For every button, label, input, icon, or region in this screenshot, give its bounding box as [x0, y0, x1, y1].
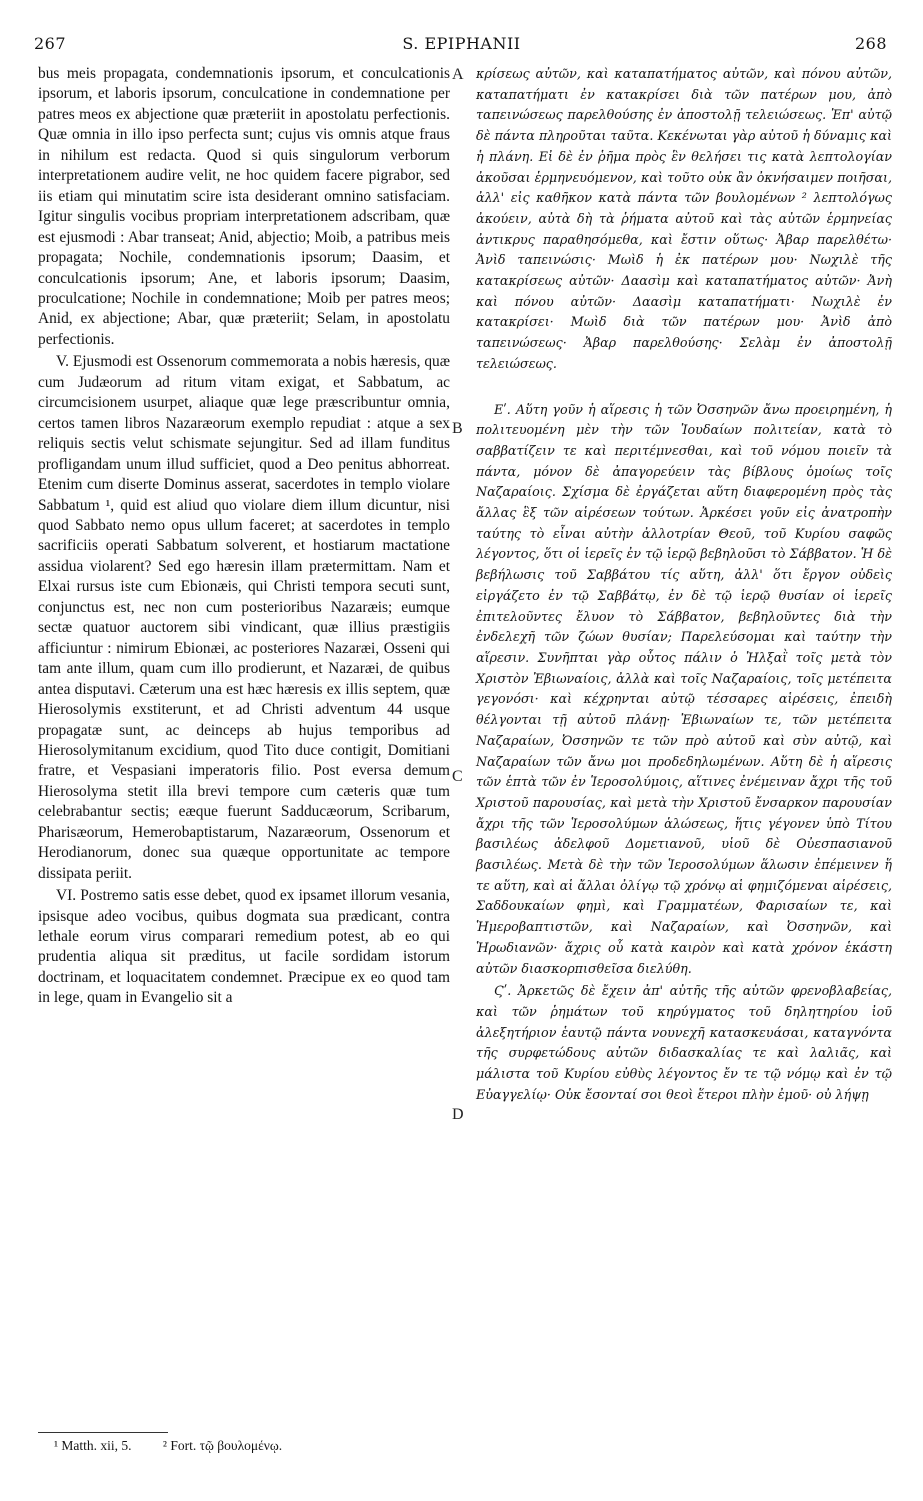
margin-marker-a: A [452, 66, 464, 83]
greek-column [476, 64, 892, 1105]
latin-paragraph-3: VI. Postremo satis esse debet, quod ex ipsamet illorum vesania, ipsisque adeo vocibus, quibus dogmata sua prædicant, contra lethale eorum virus comparari remedium potest, ab eo qui prudentia aliqua sit præditus, ut facile sordidam istorum doctrinam, et loquacitatem condemnet. Præcipue ex eo quod tam in lege, quam in Evangelio sit a [38, 887, 450, 1007]
greek-paragraph-1: κρίσεως αὐτῶν, καὶ καταπατήματος αὐτῶν, καὶ πόνου αὐτῶν, καταπατήματι ἐν κατακρίσει διὰ τῶν πατέρων μου, ἀπὸ ταπεινώσεως παρελθούσης ἐν ἀποστολῇ τελειώσεως. Ἐπ' αὐτῷ δὲ πάντα πληροῦται ταῦτα. Κεκένωται γὰρ αὐτοῦ ἡ δύναμις καὶ ἡ πλάνη. Εἰ δὲ ἐν ῥῆμα πρὸς ἓν θελήσει τις κατὰ λεπτολογίαν ἀκοῦσαι ἑρμηνευόμενον, καὶ τοῦτο οὐκ ἂν ὀκνήσαιμεν ποιῆσαι, ἀλλ' εἰς καθῆκον κατὰ πάντα τῶν βουλομένων ² λεπτολόγως ἀκούειν, αὐτὰ δὴ τὰ ῥήματα αὐτοῦ καὶ τὰς αὐτῶν ἑρμηνείας ἀντικρυς παραθησόμεθα, καὶ ἔστιν οὕτως· Ἀβαρ παρελθέτω· Ἀνὶδ ταπεινώσις· Μωὶδ ἡ ἐκ πατέρων μου· Νωχιλὲ τῆς κατακρίσεως αὐτῶν· Δαασὶμ καὶ καταπατήματος αὐτῶν· Ἀνὴ καὶ πόνου αὐτῶν· Δαασὶμ καταπατήματι· Νωχιλὲ ἐν κατακρίσει· Μωὶδ διὰ τῶν πατέρων μου· Ἀνὶδ ἀπὸ ταπεινώσεως· Ἀβαρ παρελθούσης· Σελὰμ ἐν ἀποστολῇ τελειώσεως. [476, 66, 892, 371]
page-number-left: 267 [34, 34, 67, 53]
margin-marker-b: B [452, 420, 463, 437]
greek-paragraph-3: Ϛʹ. Ἀρκετῶς δὲ ἔχειν ἀπ' αὐτῆς τῆς αὐτῶν φρενοβλαβείας, καὶ τῶν ῥημάτων τοῦ κηρύγματος τοῦ δηλητηρίου ἰοῦ ἀλεξητήριον ἑαυτῷ πάντα νουνεχῆ κατασκευάσαι, καταγνόντα τῆς συρφετώδους αὐτῶν διδασκαλίας τε καὶ λαλιᾶς, καὶ μάλιστα τοῦ Κυρίου εὐθὺς λέγοντος ἔν τε τῷ νόμῳ καὶ ἐν τῷ Εὐαγγελίῳ· Οὐκ ἔσονταί σοι θεοὶ ἕτεροι πλὴν ἐμοῦ· οὐ λήψῃ [476, 983, 892, 1102]
footnote-1: ¹ Matth. xii, 5. [54, 1438, 132, 1453]
page-header [32, 34, 891, 58]
margin-marker-d: D [452, 1106, 464, 1123]
latin-paragraph-2: V. Ejusmodi est Ossenorum commemorata a nobis hæresis, quæ cum Judæorum ad ritum vitam exigat, et Sabbatum, ac circumcisionem usurpet, aliaque quæ lege præscribuntur omnia, certos tamen libros Nazaræorum exemplo repudiat : atque a sex reliquis sectis velut schismate sejungitur. Sed ad illam funditus profligandam unum illud sufficiet, quod a Deo penitus abhorreat. Etenim cum diserte Dominus asserat, sacerdotes in templo violare Sabbatum ¹, quid est aliud quo violare diem illum dicuntur, nisi quod Sabbato nemo opus ullum faceret; at sacerdotes in templo sacrificiis operati Sabbatum solverent, et hostiarum mactatione assidua violarent? Sed ego hæresin illam prætermittam. Nam et Elxai rursus iste cum Ebionæis, qui Christi tempora secuti sunt, conjunctus est, nec non cum posterioribus Nazaræis; eumque sectæ quatuor auctorem sibi vindicant, quæ illius præstigiis afficiuntur : nimirum Ebionæi, ac posteriores Nazaræi, Osseni qui tam ante illum, quam cum illo prodierunt, et Nazaræi, de quibus antea disputavi. Cæterum una est hæc hæresis ex illis septem, quæ Hierosolymis exstiterunt, et ad Christi adventum 44 usque propagatæ sunt, ac deinceps ab hujus temporibus ad Hierosolymitanum excidium, quod Tito duce contigit, Domitiani fratre, et Vespasiani imperatoris filio. Post eversa demum Hierosolyma stetit illa brevi tempore cum cæteris quæ tum celebrabantur sectis; eæque fuerunt Sadducæorum, Scribarum, Pharisæorum, Hemerobaptistarum, Nazaræorum, Ossenorum et Herodianorum, donec sua quæque opportunitate ac tempore dissipata periit. [38, 353, 450, 882]
running-title: S. EPIPHANII [402, 34, 521, 53]
footnotes [54, 1438, 754, 1454]
footnote-rule [38, 1432, 168, 1433]
footnote-2: ² Fort. τῷ βουλομένῳ. [162, 1438, 283, 1453]
margin-marker-c: C [452, 768, 463, 785]
latin-paragraph-1: bus meis propagata, condemnationis ipsorum, et conculcationis ipsorum, et laboris ipsorum, conculcatione in condemnatione per patres meos ex abjectione quæ præteriit in apostolatu perfectionis. Quæ omnia in illo ipso perfecta sunt; cujus vis omnis atque fraus in nihilum est redacta. Quod si quis singulorum verborum interpretationem audire velit, ne hoc quidem facere pigrabor, sed iis etiam qui minutatim scire ista desiderant omnino satisfaciam. Igitur singulis vocibus propriam interpretationem adscribam, quæ est ejusmodi : Abar transeat; Anid, abjectio; Moib, a patribus meis propagata; Nochile, condemnationis ipsorum; Daasim, et conculcationis ipsorum; Ane, et laboris ipsorum; Daasim, proculcatione; Nochile in condemnatione; Moib per patres meos; Anid, ex abjectione; Abar, quæ præteriit; Selam, in apostolatu perfectionis. [38, 65, 450, 348]
page-number-right: 268 [854, 34, 887, 53]
greek-paragraph-2: Εʹ. Αὕτη γοῦν ἡ αἵρεσις ἡ τῶν Ὀσσηνῶν ἄνω προειρημένη, ἡ πολιτευομένη μὲν τὴν τῶν Ἰουδαίων πολιτείαν, κατὰ τὸ σαββατίζειν τε καὶ περιτέμνεσθαι, καὶ τοῦ νόμου ποιεῖν τὰ πάντα, μόνον δὲ ἀπαγορεύειν τὰς βίβλους ὁμοίως τοῖς Ναζαραίοις. Σχίσμα δὲ ἐργάζεται αὕτη διαφερομένη πρὸς τὰς ἄλλας ἓξ τῶν αἱρέσεων τούτων. Ἀρκέσει γοῦν εἰς ἀνατροπὴν ταύτης τὸ εἶναι αὐτὴν ἀλλοτρίαν Θεοῦ, τοῦ Κυρίου σαφῶς λέγοντος, ὅτι οἱ ἱερεῖς ἐν τῷ ἱερῷ βεβηλοῦσι τὸ Σάββατον. Ἡ δὲ βεβήλωσις τοῦ Σαββάτου τίς αὕτη, ἀλλ' ὅτι ἔργον οὐδεὶς εἰργάζετο ἐν τῷ Σαββάτῳ, ἐν δὲ τῷ ἱερῷ θυσίαν οἱ ἱερεῖς ἐπιτελοῦντες ἔλυον τὸ Σάββατον, βεβηλοῦντες διὰ τὴν ἐνδελεχῆ τῶν ζώων θυσίαν; Παρελεύσομαι καὶ ταύτην τὴν αἵρεσιν. Συνῆπται γὰρ οὗτος πάλιν ὁ Ἠλξαῒ τοῖς μετὰ τὸν Χριστὸν Ἐβιωναίοις, ἀλλὰ καὶ τοῖς Ναζαραίοις, τοῖς μετέπειτα γεγονόσι· καὶ κέχρηνται αὐτῷ τέσσαρες αἱρέσεις, ἐπειδὴ θέλγονται τῇ αὐτοῦ πλάνῃ· Ἐβιωναίων τε, τῶν μετέπειτα Ναζαραίων, Ὀσσηνῶν τε τῶν πρὸ αὐτοῦ καὶ σὺν αὐτῷ, καὶ Ναζαραίων τῶν ἄνω μοι προδεδηλωμένων. Αὕτη δὲ ἡ αἵρεσις τῶν ἑπτὰ τῶν ἐν Ἱεροσολύμοις, αἵτινες ἐνέμειναν ἄχρι τῆς τοῦ Χριστοῦ παρουσίας, καὶ μετὰ τὴν Χριστοῦ ἔνσαρκον παρουσίαν ἄχρι τῆς τῶν Ἱεροσολύμων ἁλώσεως, ἥτις γέγονεν ὑπὸ Τίτου βασιλέως ἀδελφοῦ Δομετιανοῦ, υἱοῦ δὲ Οὐεσπασιανοῦ βασιλέως. Μετὰ δὲ τὴν τῶν Ἱεροσολύμων ἅλωσιν ἐπέμεινεν ἥ τε αὕτη, καὶ αἱ ἄλλαι ὀλίγῳ τῷ χρόνῳ αἱ φημιζόμεναι αἱρέσεις, Σαδδουκαίων φημὶ, καὶ Γραμματέων, Φαρισαίων τε, καὶ Ἡμεροβαπτιστῶν, καὶ Ναζαραίων, καὶ Ὀσσηνῶν, καὶ Ἡρωδιανῶν· ἄχρις οὗ κατὰ καιρὸν καὶ κατὰ χρόνον ἑκάστη αὐτῶν διασκορπισθεῖσα διελύθη. [476, 401, 892, 976]
latin-column [38, 64, 450, 1009]
